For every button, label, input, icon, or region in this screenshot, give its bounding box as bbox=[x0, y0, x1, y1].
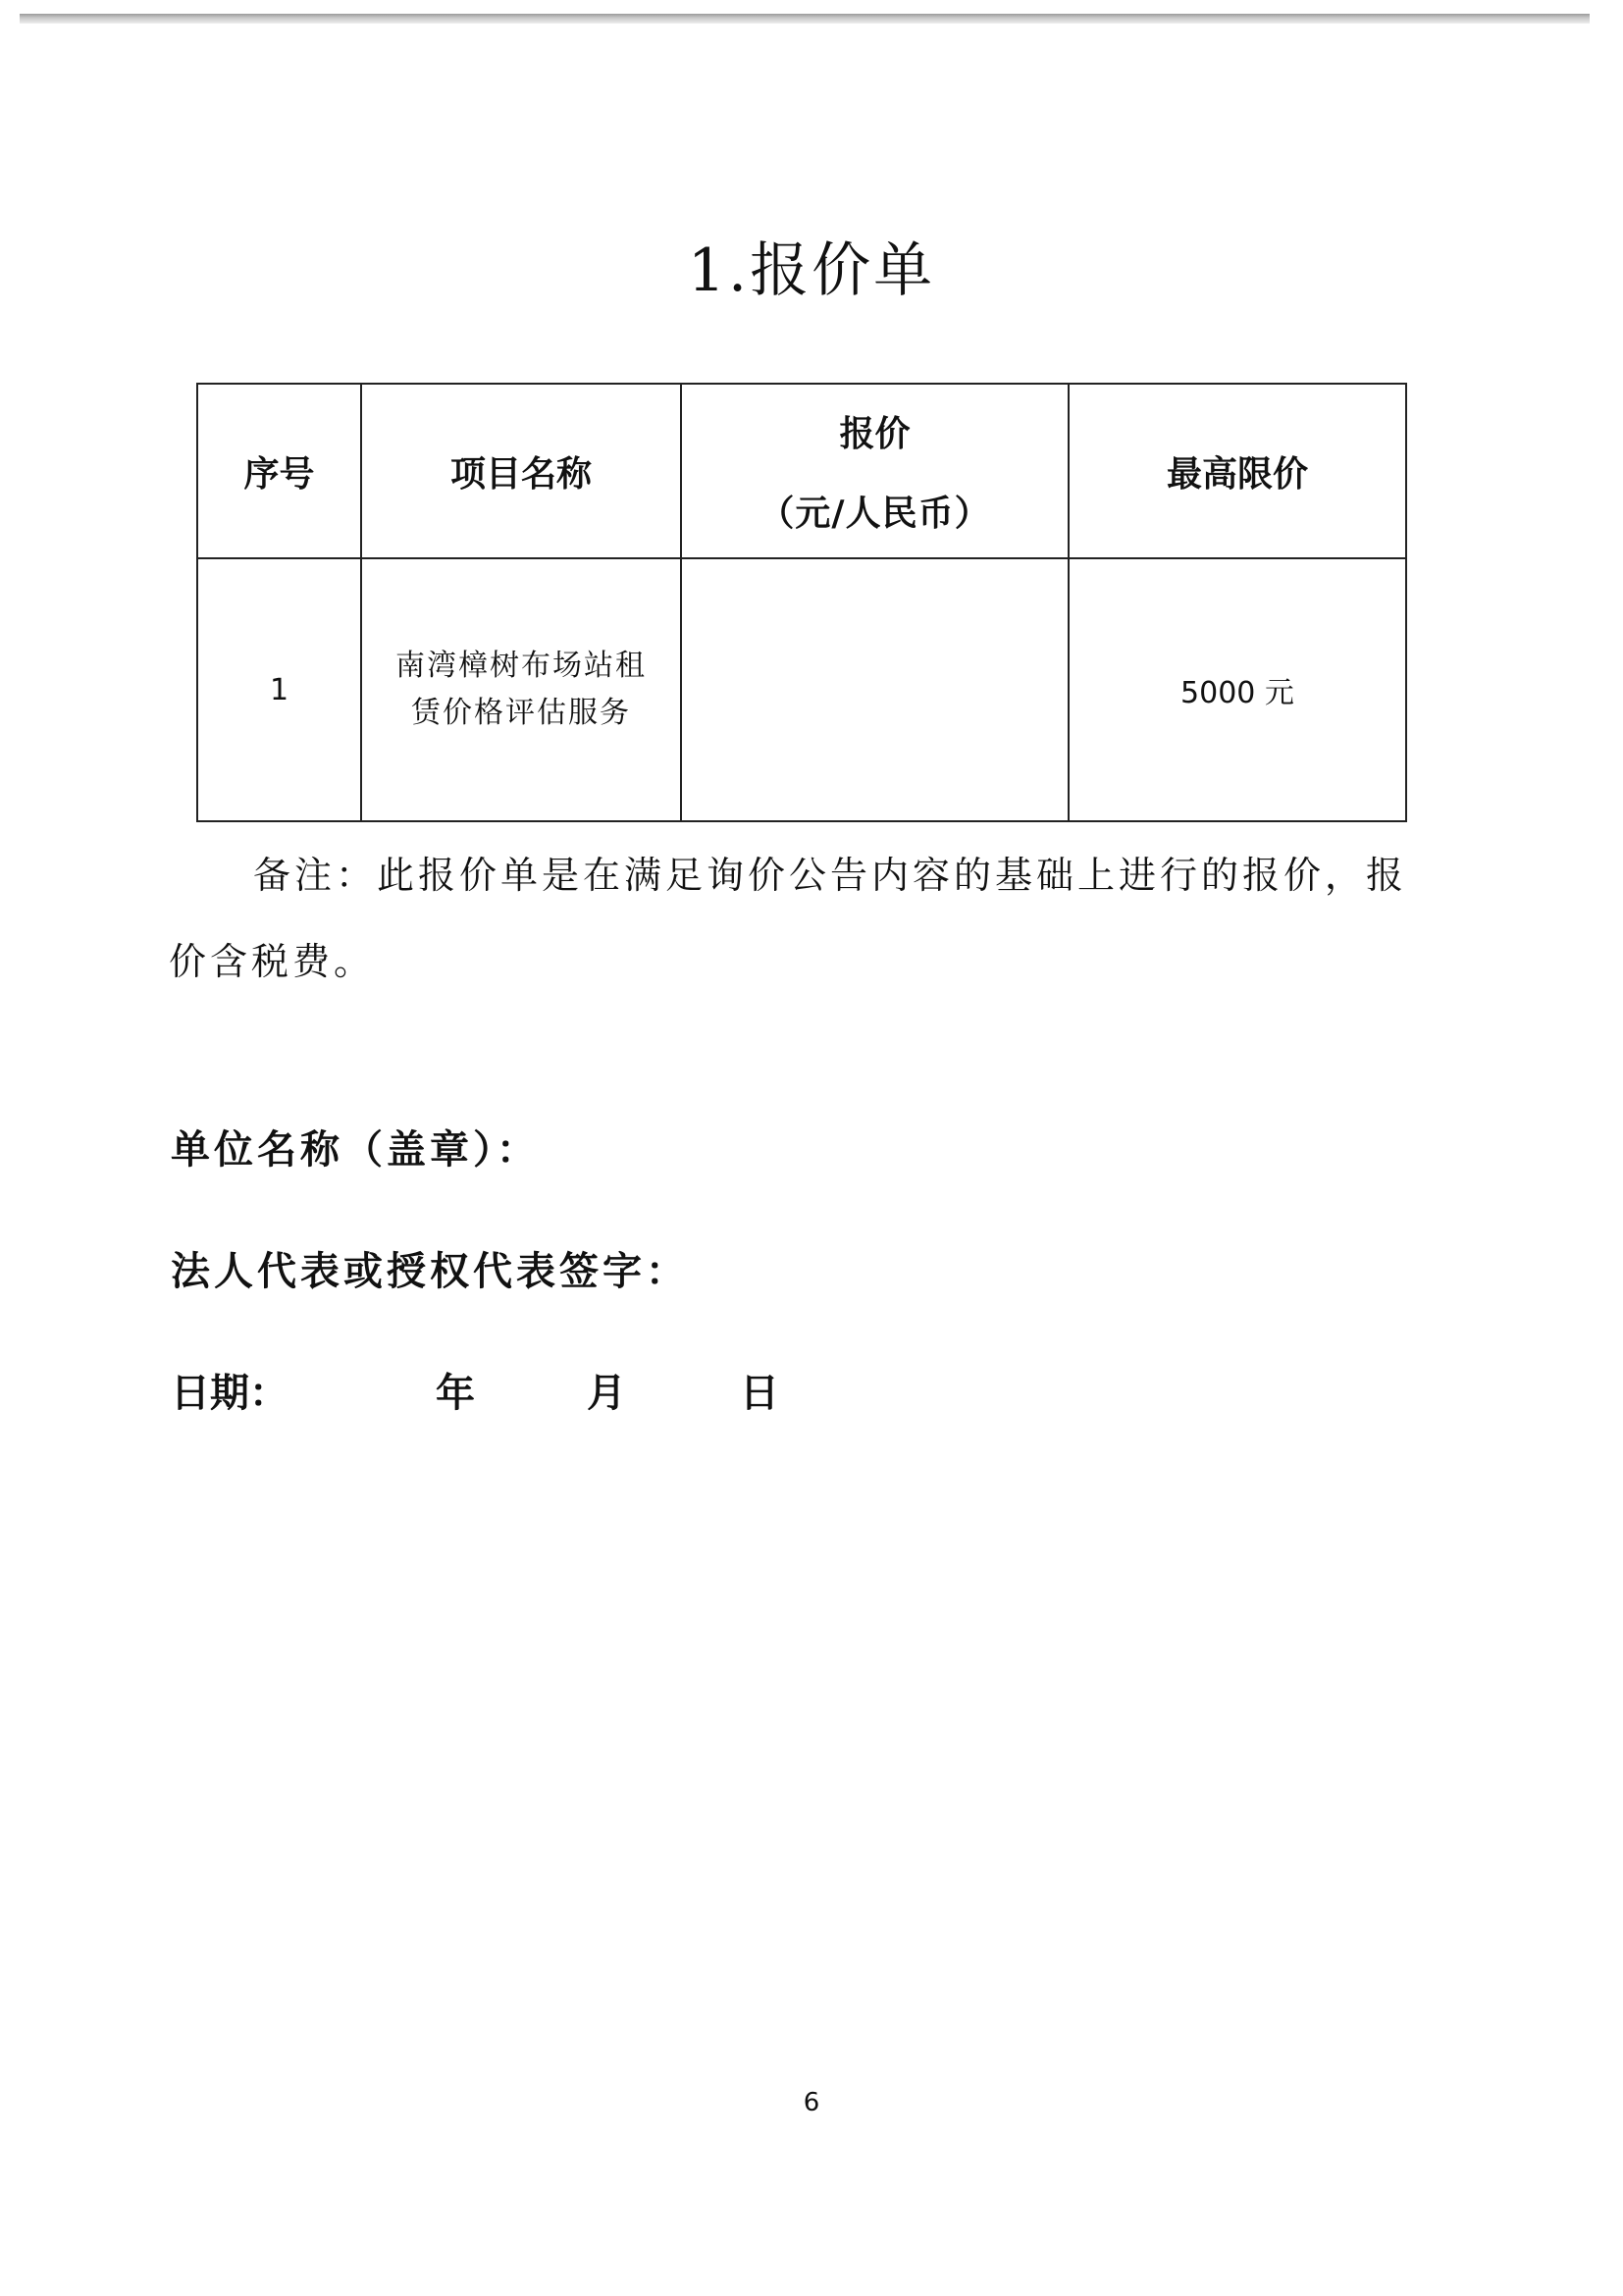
table-row bbox=[197, 558, 1406, 821]
header-price bbox=[681, 384, 1069, 558]
scan-edge-shadow bbox=[20, 14, 1590, 24]
page-title: 1.报价单 bbox=[687, 236, 936, 305]
cell-price-blank[interactable] bbox=[681, 558, 1069, 821]
company-name-field: 单位名称（盖章）： bbox=[171, 1127, 540, 1173]
header-max-price: 最高限价 bbox=[1069, 384, 1406, 558]
signature-field: 法人代表或授权代表签字： bbox=[171, 1249, 689, 1294]
date-day-label: 日 bbox=[740, 1371, 779, 1416]
header-seq: 序号 bbox=[197, 384, 361, 558]
header-price-unit: （元/人民币） bbox=[759, 494, 991, 534]
date-month-label: 月 bbox=[587, 1371, 626, 1416]
date-year-label: 年 bbox=[436, 1371, 475, 1416]
page-number: 6 bbox=[803, 2088, 820, 2117]
cell-seq: 1 bbox=[197, 558, 361, 821]
table-header-row bbox=[197, 384, 1406, 558]
cell-project-name bbox=[361, 558, 681, 821]
project-name-text: 南湾樟树布场站租赁价格评估服务 bbox=[395, 649, 647, 730]
header-project-name: 项目名称 bbox=[361, 384, 681, 558]
quote-table bbox=[196, 383, 1407, 822]
date-label: 日期： bbox=[171, 1371, 288, 1416]
header-price-label: 报价 bbox=[839, 414, 911, 454]
cell-max-price: 5000 元 bbox=[1069, 558, 1406, 821]
remark-note: 备注：此报价单是在满足询价公告内容的基础上进行的报价，报价含税费。 bbox=[169, 854, 1408, 983]
